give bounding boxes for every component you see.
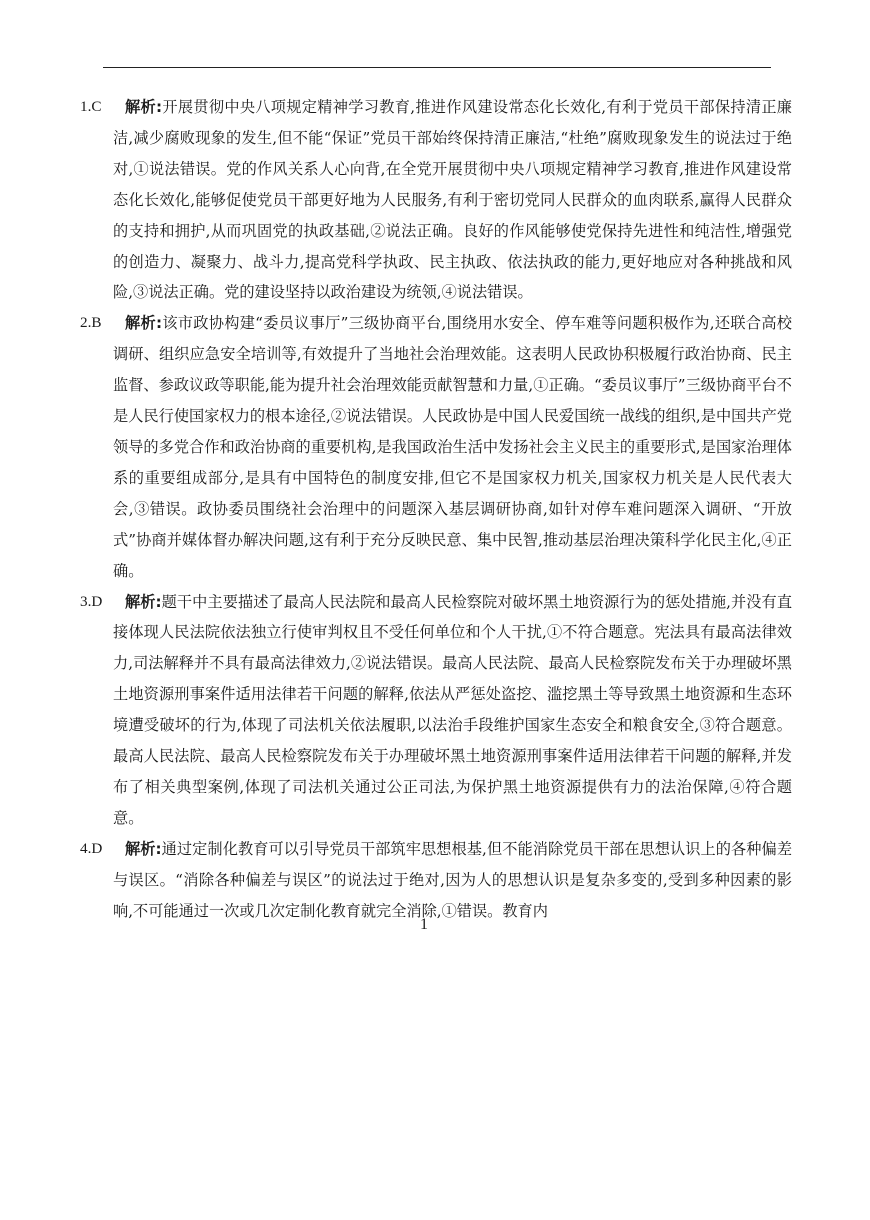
- analysis-label: 解析:: [125, 839, 162, 858]
- item-number: 1.C: [80, 98, 102, 115]
- analysis-text: 题干中主要描述了最高人民法院和最高人民检察院对破坏黑土地资源行为的惩处措施,并没有直接体现人民法院依法独立行使审判权且不受任何单位和个人干扰,①不符合题意。宪法具有最高法律效力,司法解释并不具有最高法律效力,②说法错误。最高人民法院、最高人民检察院发布关于办理破坏黑土地资源刑事案件适用法律若干问题的解释,依法从严惩处盗挖、滥挖黑土等导致黑土地资源和生态环境遭受破坏的行为,体现了司法机关依法履职,以法治手段维护国家生态安全和粮食安全,③符合题意。最高人民法院、最高人民检察院发布关于办理破坏黑土地资源刑事案件适用法律若干问题的解释,并发布了相关典型案例,体现了司法机关通过公正司法,为保护黑土地资源提供有力的法治保障,④符合题意。: [113, 592, 793, 827]
- analysis-text: 该市政协构建“委员议事厅”三级协商平台,围绕用水安全、停车难等问题积极作为,还联合高校调研、组织应急安全培训等,有效提升了当地社会治理效能。这表明人民政协积极履行政治协商、民主监督、参政议政等职能,能为提升社会治理效能贡献智慧和力量,①正确。“委员议事厅”三级协商平台不是人民行使国家权力的根本途径,②说法错误。人民政协是中国人民爱国统一战线的组织,是中国共产党领导的多党合作和政治协商的重要机构,是我国政治生活中发扬社会主义民主的重要形式,是国家治理体系的重要组成部分,是具有中国特色的制度安排,但它不是国家权力机关,国家权力机关是人民代表大会,③错误。政协委员围绕社会治理中的问题深入基层调研协商,如针对停车难问题深入调研、“开放式”协商并媒体督办解决问题,这有利于充分反映民意、集中民智,推动基层治理决策科学化民主化,④正确。: [113, 314, 792, 580]
- analysis-text: 通过定制化教育可以引导党员干部筑牢思想根基,但不能消除党员干部在思想认识上的各种偏差与误区。“消除各种偏差与误区”的说法过于绝对,因为人的思想认识是复杂多变的,受到多种因素的影响,不可能通过一次或几次定制化教育就完全消除,①错误。教育内: [113, 839, 793, 920]
- answer-item-4: [80, 834, 792, 927]
- analysis-label: 解析:: [125, 98, 163, 116]
- analysis-label: 解析:: [125, 314, 163, 333]
- page-number: 1: [420, 916, 428, 933]
- answer-item-2: [80, 308, 792, 586]
- analysis-label: 解析:: [125, 592, 162, 611]
- answer-item-1: [80, 92, 792, 308]
- answer-item-3: [80, 587, 792, 834]
- item-number: 2.B: [80, 314, 102, 332]
- header-rule: [103, 67, 771, 68]
- item-number: 4.D: [80, 839, 103, 857]
- item-number: 3.D: [80, 592, 103, 610]
- answer-explanations: [80, 92, 792, 926]
- analysis-text: 开展贯彻中央八项规定精神学习教育,推进作风建设常态化长效化,有利于党员干部保持清正廉洁,减少腐败现象的发生,但不能“保证”党员干部始终保持清正廉洁,“杜绝”腐败现象发生的说法过于绝对,①说法错误。党的作风关系人心向背,在全党开展贯彻中央八项规定精神学习教育,推进作风建设常态化长效化,能够促使党员干部更好地为人民服务,有利于密切党同人民群众的血肉联系,赢得人民群众的支持和拥护,从而巩固党的执政基础,②说法正确。良好的作风能够使党保持先进性和纯洁性,增强党的创造力、凝聚力、战斗力,提高党科学执政、民主执政、依法执政的能力,更好地应对各种挑战和风险,③说法正确。党的建设坚持以政治建设为统领,④说法错误。: [113, 98, 792, 302]
